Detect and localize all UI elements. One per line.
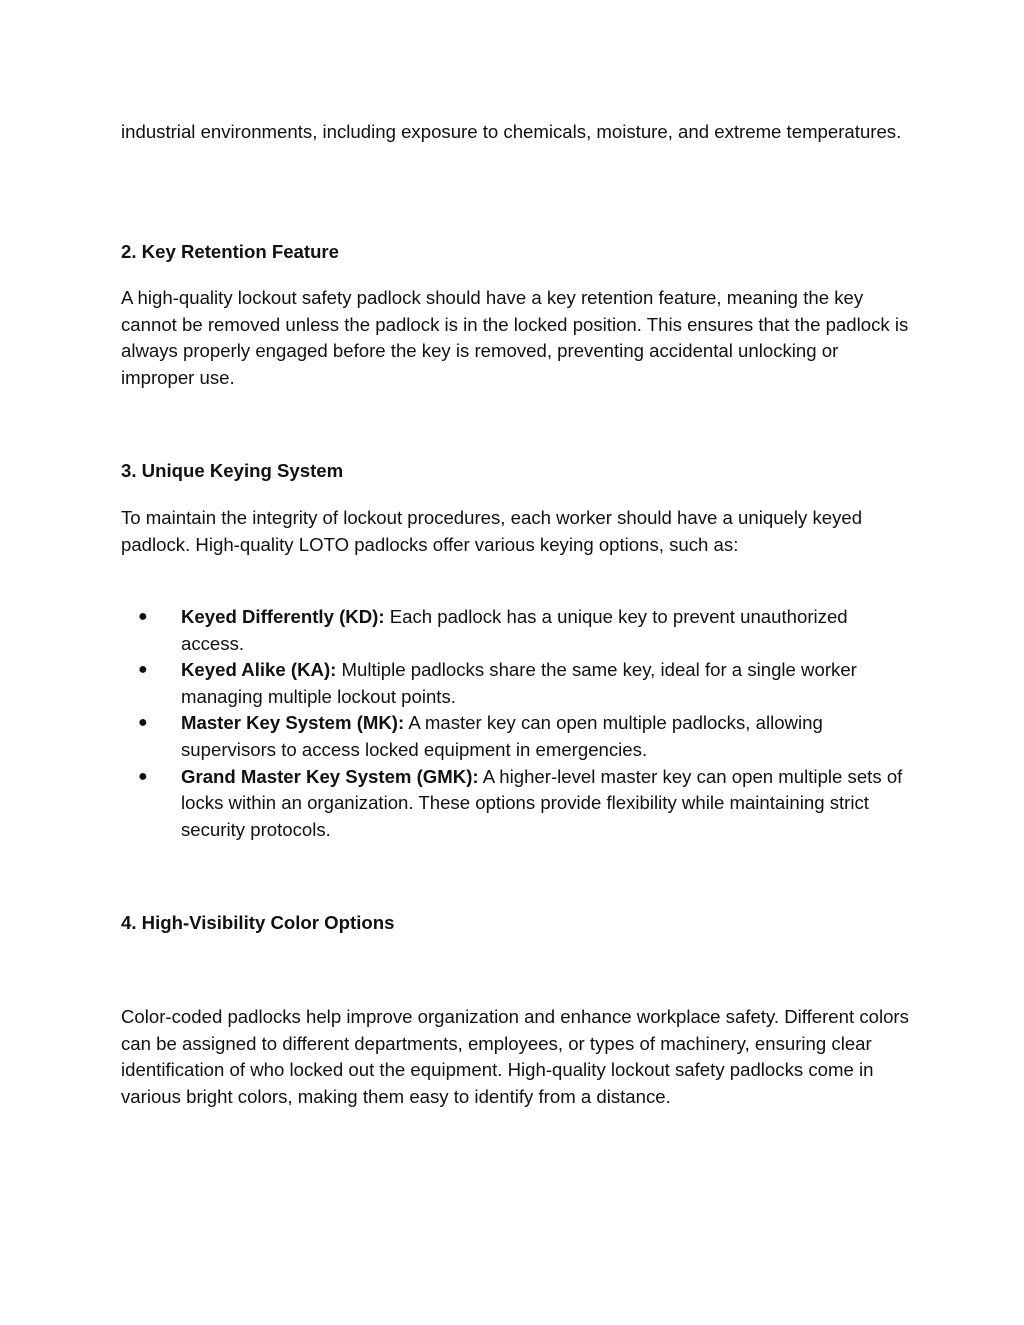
list-item-term: Keyed Differently (KD): [181,606,385,627]
bullet-icon: ● [138,767,148,785]
bullet-icon: ● [138,608,148,625]
section-3-paragraph: To maintain the integrity of lockout procedures, each worker should have a uniquely keyed padlock. High-quality LOTO padlocks offer various keying options, such as: [121,507,863,555]
bullet-icon: ● [138,714,148,732]
section-3-heading: 3. Unique Keying System [121,460,344,481]
list-item-term: Grand Master Key System (GMK): [181,765,479,787]
list-item [121,764,911,844]
section-4-heading: 4. High-Visibility Color Options [121,912,395,933]
list-item [121,604,911,657]
list-item-text: Multiple padlocks share the same key, ideal for a single worker managing multiple lockout points. [181,659,857,707]
list-item [121,657,911,710]
list-item-text: A master key can open multiple padlocks, allowing supervisors to access locked equipment in emergencies. [181,712,823,760]
intro-continuation-paragraph: industrial environments, including exposure to chemicals, moisture, and extreme temperatures. [121,121,902,142]
section-4-paragraph: Color-coded padlocks help improve organization and enhance workplace safety. Different colors can be assigned to different departments, employees, or types of machinery, ensuring clear identification of who locked out the equipment. High-quality lockout safety padlocks come in various bright colors, making them easy to identify from a distance. [121,1006,909,1107]
keying-options-list [121,604,911,843]
section-2-paragraph: A high-quality lockout safety padlock should have a key retention feature, meaning the key cannot be removed unless the padlock is in the locked position. This ensures that the padlock is always properly engaged before the key is removed, preventing accidental unlocking or improper use. [121,287,909,388]
list-item-text: A higher-level master key can open multiple sets of locks within an organization. These options provide flexibility while maintaining strict security protocols. [181,765,903,840]
list-item [121,710,911,763]
list-item-text: Each padlock has a unique key to prevent unauthorized access. [181,606,848,654]
bullet-icon: ● [138,661,148,679]
section-2-heading: 2. Key Retention Feature [121,241,340,262]
list-item-term: Master Key System (MK): [181,712,405,734]
list-item-term: Keyed Alike (KA): [181,659,337,681]
